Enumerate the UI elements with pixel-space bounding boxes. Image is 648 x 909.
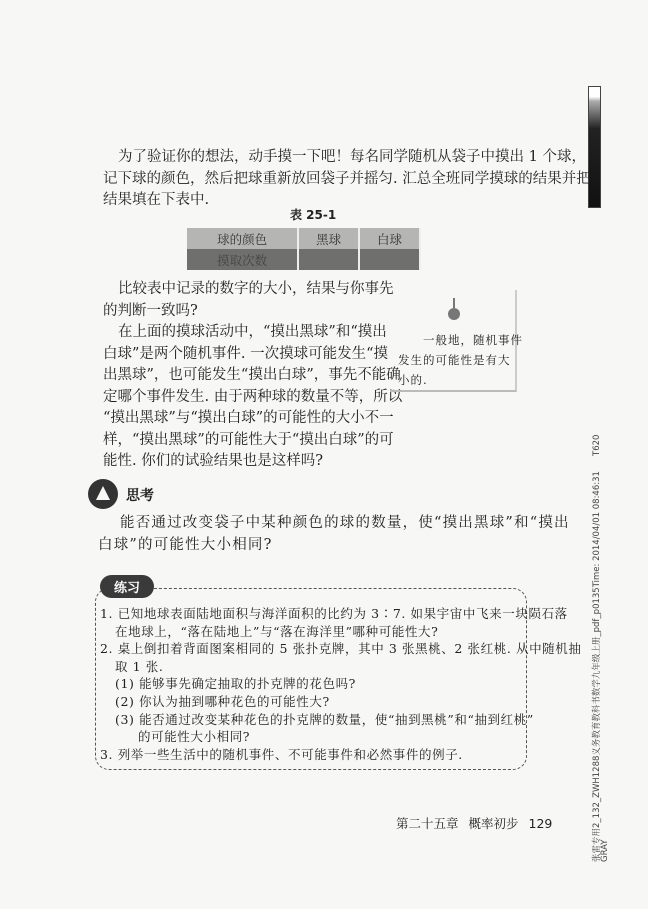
bulb-stem-icon (453, 298, 455, 308)
section-label: 概率初步 (468, 816, 519, 831)
text-line: 能性. 你们的试验结果也是这样吗? (103, 453, 323, 469)
text-line: 记下球的颜色，然后把球重新放回袋子并摇匀. 汇总全班同学摸球的结果并把 (103, 170, 591, 187)
intro-paragraph (103, 147, 591, 212)
exercise-label: 练习 (100, 575, 154, 598)
exercise-line: 的可能性大小相同? (138, 729, 251, 745)
exercise-line: 取 1 张. (115, 658, 164, 674)
text-line: “摸出黑球”与“摸出白球”的可能性的大小不一 (103, 410, 394, 426)
think-heading: 思考 (126, 488, 154, 504)
table-cell (298, 249, 359, 270)
exercise-list (100, 605, 581, 763)
exercise-line: (1) 能够事先确定抽取的扑克牌的花色吗? (115, 676, 356, 692)
scan-code: T620 (592, 434, 602, 456)
exercise-line: 3. 列举一些生活中的随机事件、不可能事件和必然事件的例子. (100, 746, 463, 762)
note-line: 一般地，随机事件 (398, 333, 523, 347)
table-header-row (187, 228, 420, 249)
text-line: 为了验证你的想法，动手摸一下吧！每名同学随机从袋子中摸出 1 个球， (118, 149, 586, 165)
note-line: 发生的可能性是有大 (398, 353, 511, 367)
page-footer (396, 814, 562, 832)
text-line: 定哪个事件发生. 由于两种球的数量不等，所以 (103, 388, 403, 405)
page-number: 129 (528, 816, 553, 831)
exercise-line: 2. 桌上倒扣着背面图案相同的 5 张扑克牌，其中 3 张黑桃、2 张红桃. 从中随机抽 (100, 641, 582, 657)
exercise-line: (3) 能否通过改变某种花色的扑克牌的数量，使“抽到黑桃”和“抽到红桃” (115, 711, 534, 727)
scan-watermark: 张雷专用2_132_ZWH1288义务教育教科书数学九年级上册_pdf_p0135Time: 2014/04/01 08:46:31 (592, 471, 602, 862)
side-note (390, 290, 523, 392)
bulb-icon (448, 308, 460, 320)
scan-watermark-mode: GRAY (600, 839, 610, 862)
text-line: 白球”是两个随机事件. 一次摸球可能发生“摸 (103, 345, 389, 362)
think-icon (88, 479, 118, 509)
exercise-line: 在地球上，“落在陆地上”与“落在海洋里”哪种可能性大? (115, 623, 439, 639)
text-line: 结果填在下表中. (103, 192, 210, 208)
table-header-cell: 白球 (359, 228, 420, 249)
table-cell (359, 249, 420, 270)
text-line: 出黑球”，也可能发生“摸出白球”，事先不能确 (103, 367, 401, 383)
exercise-line: 1. 已知地球表面陆地面积与海洋面积的比约为 3∶7. 如果宇宙中飞来一块陨石落 (100, 606, 568, 621)
think-paragraph (98, 513, 570, 556)
results-table (187, 228, 421, 270)
table-header-cell: 黑球 (298, 228, 359, 249)
text-line: 白球”的可能性大小相同? (98, 536, 273, 553)
exercise-line: (2) 你认为抽到哪种花色的可能性大? (115, 693, 330, 709)
text-line: 能否通过改变袋子中某种颜色的球的数量，使“摸出黑球”和“摸出 (120, 515, 570, 531)
note-line: 小的. (398, 373, 428, 387)
text-line: 比较表中记录的数字的大小，结果与你事先 (118, 281, 394, 297)
text-line: 的判断一致吗? (103, 302, 198, 319)
table-caption: 表 25-1 (290, 208, 337, 222)
explanation-paragraph (103, 279, 402, 473)
text-line: 在上面的摸球活动中，“摸出黑球”和“摸出 (118, 324, 387, 340)
chapter-label: 第二十五章 (396, 816, 459, 831)
text-line: 样，“摸出黑球”的可能性大于“摸出白球”的可 (103, 431, 394, 448)
table-header-cell: 球的颜色 (187, 228, 298, 249)
table-row (187, 249, 420, 270)
table-cell: 摸取次数 (187, 249, 298, 270)
